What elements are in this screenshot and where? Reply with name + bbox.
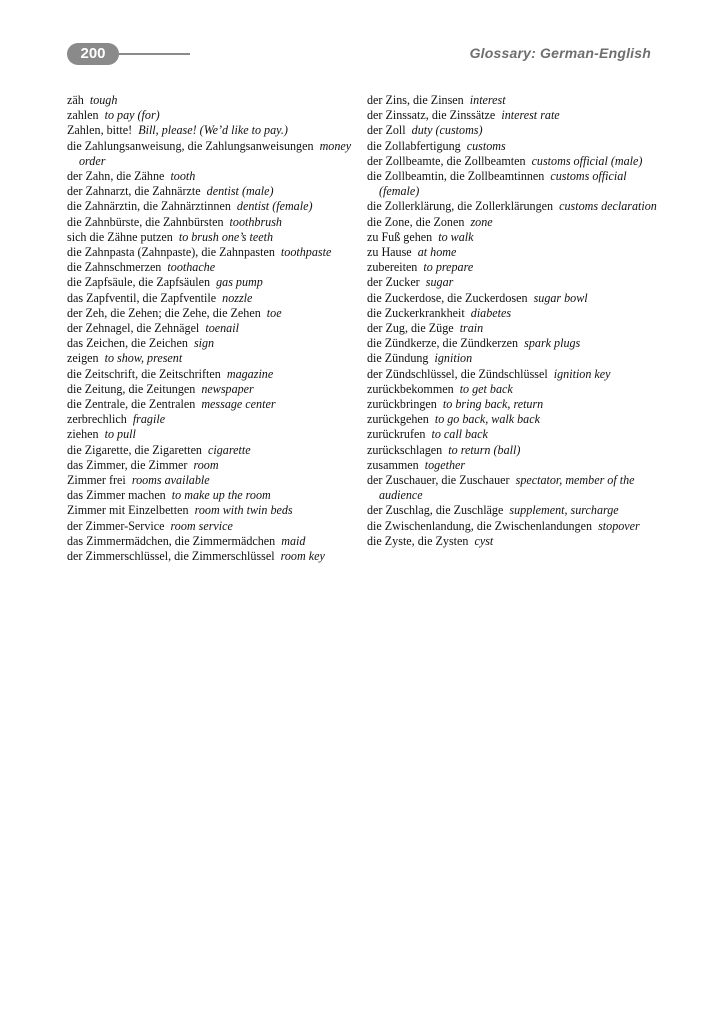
english-translation: nozzle [222, 290, 253, 305]
german-term: ziehen [67, 427, 99, 442]
english-translation: Bill, please! (We’d like to pay.) [138, 123, 288, 138]
german-term: der Zeh, die Zehen; die Zehe, die Zehen [67, 305, 261, 320]
english-translation: at home [417, 245, 457, 260]
glossary-entry [367, 397, 657, 412]
german-term: zerbrechlich [67, 412, 127, 427]
english-translation: interest [469, 93, 506, 107]
glossary-entry [367, 321, 657, 336]
glossary-entry [67, 397, 357, 412]
glossary-entry [67, 169, 357, 184]
english-translation: sugar bowl [533, 290, 588, 305]
glossary-entry [367, 230, 657, 245]
german-term: die Zündkerze, die Zündkerzen [367, 336, 519, 351]
german-term: der Zuschlag, die Zuschläge [367, 503, 504, 518]
english-translation: to make up the room [171, 488, 271, 503]
glossary-entry [367, 306, 657, 321]
english-translation: customs declaration [559, 199, 657, 214]
german-term: die Zahnärztin, die Zahnärztinnen [67, 199, 231, 214]
english-translation: message center [201, 397, 276, 412]
english-translation: to return (ball) [448, 442, 521, 457]
glossary-entry [367, 199, 657, 214]
english-translation: fragile [132, 412, 166, 427]
glossary-entry [367, 139, 657, 154]
glossary-entry [367, 154, 657, 169]
english-translation: to walk [438, 229, 474, 244]
german-term: der Zimmer-Service [67, 518, 165, 533]
glossary-entry [67, 549, 357, 564]
glossary-entry [367, 291, 657, 306]
english-translation: toothbrush [229, 214, 282, 229]
english-translation: to bring back, return [442, 397, 544, 412]
english-translation: spark plugs [524, 336, 581, 351]
glossary-entry [67, 412, 357, 427]
glossary-entry [367, 93, 657, 108]
glossary-entry [67, 306, 357, 321]
german-term: die Zentrale, die Zentralen [67, 397, 196, 412]
glossary-entry [67, 184, 357, 199]
glossary-entry [67, 93, 357, 108]
english-translation: room service [170, 518, 233, 533]
glossary-entry [367, 534, 657, 549]
german-term: der Zins, die Zinsen [367, 93, 464, 107]
glossary-entry [67, 275, 357, 290]
english-translation: tough [89, 93, 118, 107]
english-translation: dentist (male) [206, 184, 274, 199]
english-translation: spectator, member of the audience [379, 473, 635, 503]
english-translation: customs official (female) [379, 169, 627, 199]
glossary-entry [67, 534, 357, 549]
german-term: zurückbekommen [367, 381, 454, 396]
german-term: die Zone, die Zonen [367, 214, 465, 229]
german-term: die Zahlungsanweisung, die Zahlungsanweisungen [67, 138, 314, 153]
german-term: zahlen [67, 108, 99, 123]
german-term: das Zimmer machen [67, 488, 166, 503]
german-term: die Zyste, die Zysten [367, 533, 469, 548]
glossary-entry [67, 473, 357, 488]
glossary-entry [367, 503, 657, 518]
english-translation: sugar [425, 275, 454, 290]
glossary-entry [367, 458, 657, 473]
glossary-entry [67, 367, 357, 382]
english-translation: diabetes [470, 305, 512, 320]
glossary-entry [367, 382, 657, 397]
english-translation: ignition [434, 351, 473, 366]
german-term: zubereiten [367, 260, 418, 275]
german-term: die Zuckerkrankheit [367, 305, 465, 320]
english-translation: together [424, 457, 466, 472]
german-term: zurückbringen [367, 397, 437, 412]
german-term: der Zehnagel, die Zehnägel [67, 321, 200, 336]
glossary-entry [67, 123, 357, 138]
german-term: zusammen [367, 457, 419, 472]
english-translation: to prepare [423, 260, 474, 275]
glossary-entry [367, 336, 657, 351]
german-term: die Zeitschrift, die Zeitschriften [67, 366, 221, 381]
english-translation: rooms available [131, 473, 210, 488]
german-term: der Zollbeamte, die Zollbeamten [367, 153, 526, 168]
glossary-entry [67, 245, 357, 260]
german-term: der Zuschauer, die Zuschauer [367, 473, 510, 488]
glossary-entry [367, 245, 657, 260]
english-translation: train [459, 321, 484, 336]
glossary-entry [67, 199, 357, 214]
glossary-entry [67, 230, 357, 245]
page-header [0, 40, 717, 70]
german-term: das Zapfventil, die Zapfventile [67, 290, 217, 305]
german-term: Zahlen, bitte! [67, 123, 133, 138]
english-translation: maid [281, 533, 306, 548]
glossary-entry [367, 427, 657, 442]
german-term: zäh [67, 93, 84, 107]
german-term: die Zündung [367, 351, 429, 366]
glossary-entry [367, 215, 657, 230]
german-term: die Zigarette, die Zigaretten [67, 442, 202, 457]
german-term: der Zinssatz, die Zinssätze [367, 108, 496, 123]
running-title: Glossary: German-English [469, 45, 651, 61]
german-term: die Zahnbürste, die Zahnbürsten [67, 214, 224, 229]
glossary-entry [67, 351, 357, 366]
glossary-entry [367, 412, 657, 427]
german-term: Zimmer mit Einzelbetten [67, 503, 189, 518]
german-term: die Zwischenlandung, die Zwischenlandungen [367, 518, 593, 533]
glossary-entry [367, 351, 657, 366]
glossary-entry [367, 260, 657, 275]
german-term: die Zollerklärung, die Zollerklärungen [367, 199, 554, 214]
glossary-entry [67, 260, 357, 275]
english-translation: tooth [170, 169, 196, 184]
english-translation: room [193, 457, 219, 472]
german-term: der Zahnarzt, die Zahnärzte [67, 184, 201, 199]
german-term: die Zuckerdose, die Zuckerdosen [367, 290, 528, 305]
glossary-entry [67, 443, 357, 458]
glossary-entry [67, 427, 357, 442]
english-translation: to get back [459, 381, 513, 396]
german-term: zurückrufen [367, 427, 426, 442]
english-translation: interest rate [501, 108, 560, 123]
english-translation: supplement, surcharge [509, 503, 619, 518]
german-term: das Zimmer, die Zimmer [67, 457, 188, 472]
english-translation: toe [266, 305, 282, 320]
german-term: der Zug, die Züge [367, 321, 454, 336]
glossary-entry [67, 291, 357, 306]
english-translation: to call back [431, 427, 488, 442]
german-term: das Zimmermädchen, die Zimmermädchen [67, 533, 276, 548]
german-term: die Zahnpasta (Zahnpaste), die Zahnpasten [67, 245, 275, 260]
german-term: die Zollbeamtin, die Zollbeamtinnen [367, 169, 545, 184]
german-term: zu Hause [367, 245, 412, 260]
english-translation: stopover [598, 518, 640, 533]
english-translation: sign [193, 336, 215, 351]
glossary-entry [367, 275, 657, 290]
glossary-entry [67, 321, 357, 336]
glossary-entry [67, 488, 357, 503]
header-rule [118, 53, 190, 55]
english-translation: newspaper [201, 381, 254, 396]
english-translation: to pull [104, 427, 136, 442]
german-term: zu Fuß gehen [367, 229, 433, 244]
english-translation: cigarette [208, 442, 251, 457]
english-translation: zone [470, 214, 493, 229]
english-translation: magazine [226, 366, 274, 381]
german-term: der Zimmerschlüssel, die Zimmerschlüssel [67, 549, 275, 564]
german-term: die Zollabfertigung [367, 138, 461, 153]
german-term: zurückgehen [367, 412, 429, 427]
glossary-entry [67, 336, 357, 351]
german-term: Zimmer frei [67, 473, 126, 488]
glossary-entry [367, 473, 657, 503]
english-translation: to brush one’s teeth [178, 229, 273, 244]
page-number-badge: 200 [67, 43, 119, 65]
german-term: sich die Zähne putzen [67, 229, 173, 244]
english-translation: customs [466, 138, 506, 153]
german-term: zurückschlagen [367, 442, 443, 457]
glossary-entry [367, 169, 657, 199]
german-term: zeigen [67, 351, 99, 366]
german-term: der Zahn, die Zähne [67, 169, 165, 184]
glossary-column-left [67, 93, 357, 564]
glossary-entry [367, 443, 657, 458]
glossary-entry [367, 108, 657, 123]
english-translation: duty (customs) [411, 123, 483, 138]
english-translation: customs official (male) [531, 153, 643, 168]
english-translation: ignition key [553, 366, 611, 381]
english-translation: toothpaste [280, 245, 332, 260]
german-term: die Zapfsäule, die Zapfsäulen [67, 275, 211, 290]
english-translation: room with twin beds [194, 503, 293, 518]
glossary-entry [67, 139, 357, 169]
glossary-entry [67, 382, 357, 397]
english-translation: money order [79, 138, 352, 168]
glossary-entry [367, 123, 657, 138]
glossary-entry [367, 367, 657, 382]
english-translation: to go back, walk back [434, 412, 540, 427]
english-translation: gas pump [216, 275, 263, 290]
glossary-entry [367, 519, 657, 534]
english-translation: room key [280, 549, 325, 564]
english-translation: toenail [205, 321, 239, 336]
german-term: das Zeichen, die Zeichen [67, 336, 188, 351]
german-term: der Zucker [367, 275, 420, 290]
english-translation: to show, present [104, 351, 183, 366]
glossary-entry [67, 503, 357, 518]
german-term: die Zahnschmerzen [67, 260, 162, 275]
glossary-entry [67, 519, 357, 534]
glossary-column-right [367, 93, 657, 549]
german-term: der Zündschlüssel, die Zündschlüssel [367, 366, 548, 381]
english-translation: cyst [474, 533, 494, 548]
german-term: der Zoll [367, 123, 406, 138]
glossary-entry [67, 458, 357, 473]
english-translation: dentist (female) [236, 199, 313, 214]
german-term: die Zeitung, die Zeitungen [67, 381, 196, 396]
english-translation: to pay (for) [104, 108, 160, 123]
english-translation: toothache [167, 260, 216, 275]
glossary-entry [67, 108, 357, 123]
glossary-entry [67, 215, 357, 230]
